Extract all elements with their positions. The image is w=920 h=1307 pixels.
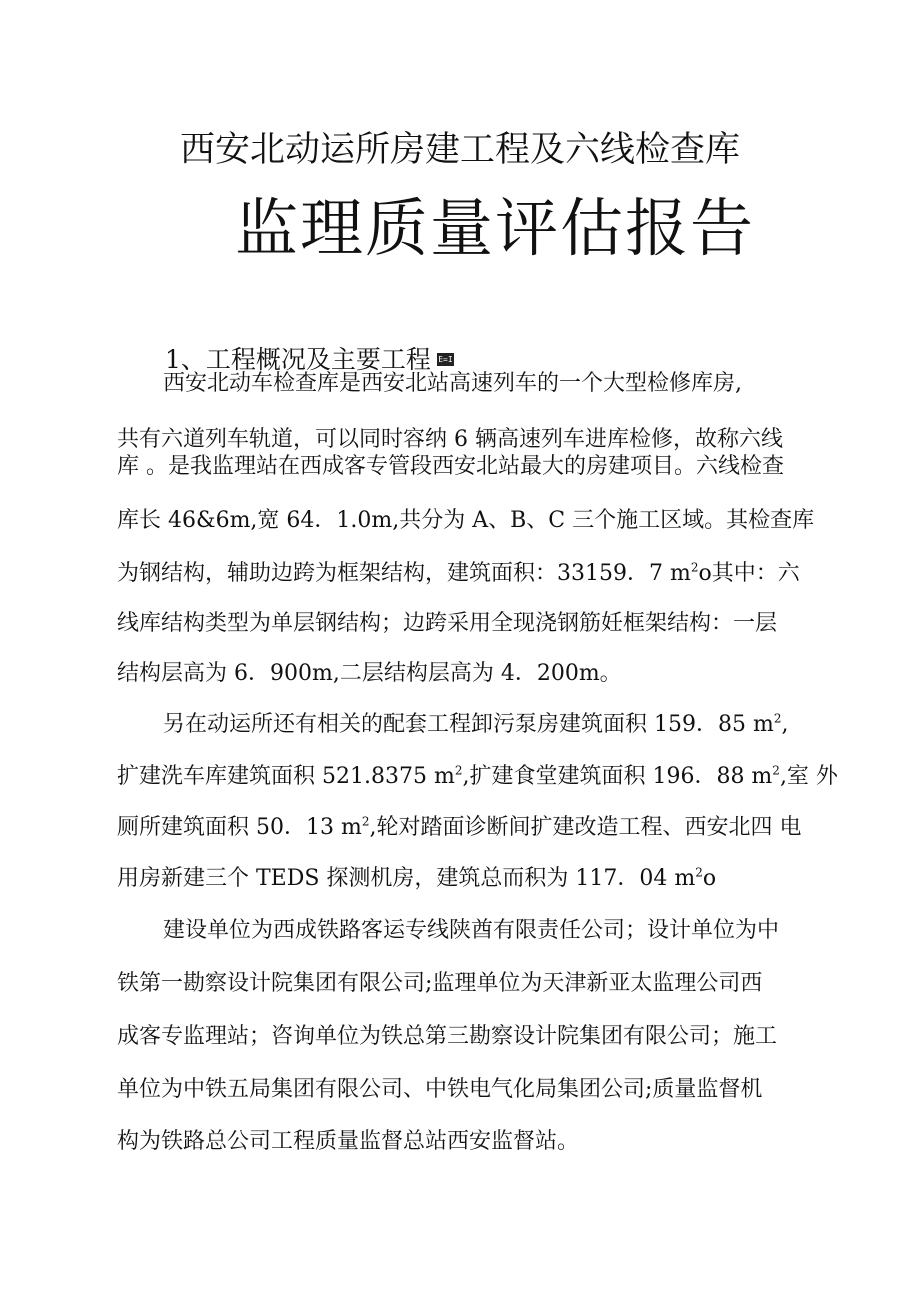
paragraph-3-line-1: 建设单位为西成铁路客运专线陕酋有限责任公司；设计单位为中: [163, 918, 780, 943]
paragraph-1-line-2: 共有六道列车轨道，可以同时容纳 6 辆高速列车进库检修，故称六线: [117, 427, 783, 452]
paragraph-1-line-5: 为钢结构，辅助边跨为框架结构，建筑面积：33159．7 $m^2o$其中：六: [117, 560, 800, 586]
paragraph-3-line-5: 构为铁路总公司工程质量监督总站西安监督站。: [117, 1129, 580, 1154]
paragraph-1-line-6: 线库结构类型为单层钢结构；边跨采用全现浇钢筋妊框架结构：一层: [117, 611, 778, 636]
paragraph-2-line-3: 厕所建筑面积 50．13 $m^2$,轮对踏面诊断间扩建改造工程、西安北四 电: [117, 814, 802, 840]
section-heading-text: 1、工程概况及主要工程: [165, 345, 431, 374]
paragraph-2-line-4: 用房新建三个 TEDS 探测机房，建筑总而积为 117．04 $m^2o$: [117, 865, 717, 891]
paragraph-1-line-4: 库长 46&6m,宽 64．1.0m,共分为 A、B、C 三个施工区域。其检查库: [117, 508, 815, 533]
paragraph-1-line-3: 库 。是我监理站在西成客专管段西安北站最大的房建项目。六线检查: [117, 454, 784, 479]
document-title: 西安北动运所房建工程及六线检查库: [179, 130, 740, 170]
paragraph-1-line-7: 结构层高为 6．900m,二层结构层高为 4．200m。: [117, 661, 622, 686]
report-title: 监理质量评估报告: [235, 192, 755, 265]
paragraph-3-line-2: 铁第一勘察设计院集团有限公司;监理单位为天津新亚太监理公司西: [117, 971, 763, 996]
paragraph-3-line-3: 成客专监理站；咨询单位为铁总第三勘察设计院集团有限公司；施工: [117, 1024, 778, 1049]
paragraph-3-line-4: 单位为中铁五局集团有限公司、中铁电气化局集团公司;质量监督机: [117, 1077, 763, 1102]
section-tag-icon: E=I: [438, 355, 453, 364]
paragraph-2-line-1: 另在动运所还有相关的配套工程卸污泵房建筑面积 159．85 $m^2$,: [163, 711, 789, 737]
paragraph-1-line-1: 西安北动车检查库是西安北站高速列车的一个大型检修库房,: [163, 371, 742, 396]
paragraph-2-line-2: 扩建洗车库建筑面积 521.8375 $m^2$,扩建食堂建筑面积 196．88 $m^2$,室 外: [117, 763, 838, 789]
